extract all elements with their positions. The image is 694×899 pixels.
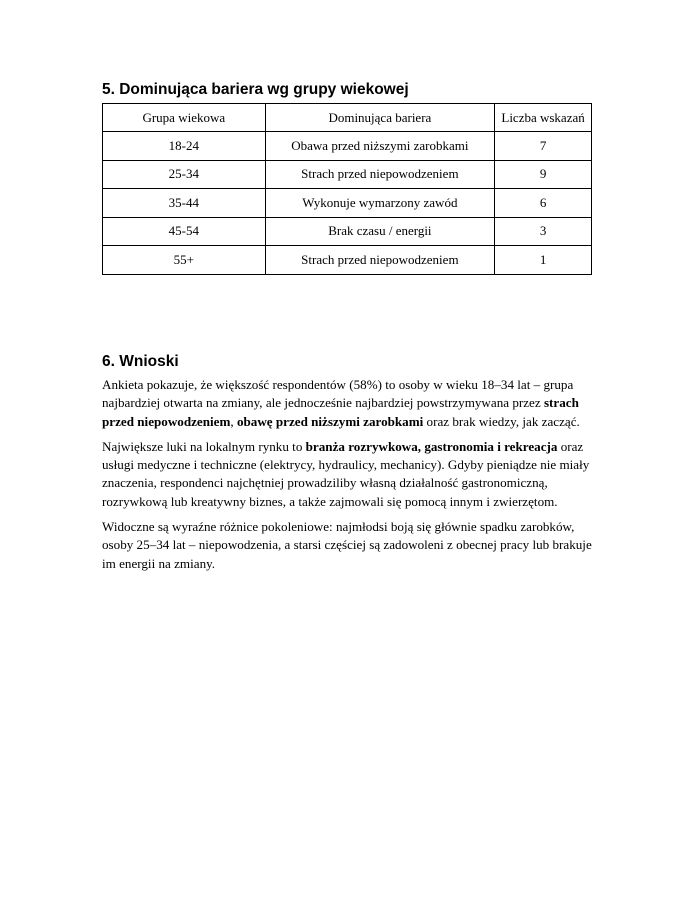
cell-age-group: 45-54 (103, 217, 266, 246)
section-5-heading: 5. Dominująca bariera wg grupy wiekowej (102, 81, 409, 98)
cell-barrier: Strach przed niepowodzeniem (265, 246, 495, 275)
table-row (103, 189, 592, 218)
paragraph-generations: Widoczne są wyraźne różnice pokoleniowe: najmłodsi boją się głównie spadku zarobków, osoby 25–34 lat – niepowodzenia, a starsi częściej są zadowoleni z obecnej pracy lub brakuje im energii na zmiany. (102, 519, 592, 571)
cell-count: 9 (495, 160, 592, 189)
text-run: oraz brak wiedzy, jak zacząć. (423, 413, 580, 429)
table-row (103, 132, 592, 161)
cell-count: 7 (495, 132, 592, 161)
cell-count: 3 (495, 217, 592, 246)
header-age-group: Grupa wiekowa (103, 104, 266, 132)
conclusions-body (102, 376, 594, 580)
table-row (103, 217, 592, 246)
table-row (103, 160, 592, 189)
cell-age-group: 55+ (103, 246, 266, 275)
cell-barrier: Wykonuje wymarzony zawód (265, 189, 495, 218)
header-count: Liczba wskazań (495, 104, 592, 132)
bold-phrase: obawę przed niższymi zarobkami (236, 413, 424, 429)
cell-count: 1 (495, 246, 592, 275)
barrier-table (102, 103, 592, 275)
text-run: Ankieta pokazuje, że większość respondentów (58%) to osoby w wieku 18–34 lat – grupa najbardziej otwarta na zmiany, ale jednocześnie najbardziej powstrzymywana przez (102, 377, 574, 411)
cell-barrier: Strach przed niepowodzeniem (265, 160, 495, 189)
bold-phrase: branża rozrywkowa, gastronomia i rekreacja (305, 438, 558, 454)
text-run: Największe luki na lokalnym rynku to (102, 438, 306, 454)
text-run: , (230, 413, 237, 429)
cell-age-group: 18-24 (103, 132, 266, 161)
cell-age-group: 35-44 (103, 189, 266, 218)
table-row (103, 246, 592, 275)
cell-age-group: 25-34 (103, 160, 266, 189)
cell-count: 6 (495, 189, 592, 218)
header-barrier: Dominująca bariera (265, 104, 495, 132)
cell-barrier: Obawa przed niższymi zarobkami (265, 132, 495, 161)
text-run: oraz usługi medyczne i techniczne (elektrycy, hydraulicy, mechanicy). Gdyby pieniądze nie miały znaczenia, respondenci najchętniej prowadziliby własną działalność gastronomiczną, rozrywkową lub kreatywny biznes, a także zajmowali się pomocą innym i zwierzętom. (102, 438, 590, 509)
table-header-row (103, 104, 592, 132)
paragraph-market-gaps (102, 438, 594, 511)
section-6-heading: 6. Wnioski (102, 353, 179, 370)
paragraph-summary (102, 376, 594, 431)
cell-barrier: Brak czasu / energii (265, 217, 495, 246)
bold-phrase: strach przed niepowodzeniem (102, 395, 579, 429)
